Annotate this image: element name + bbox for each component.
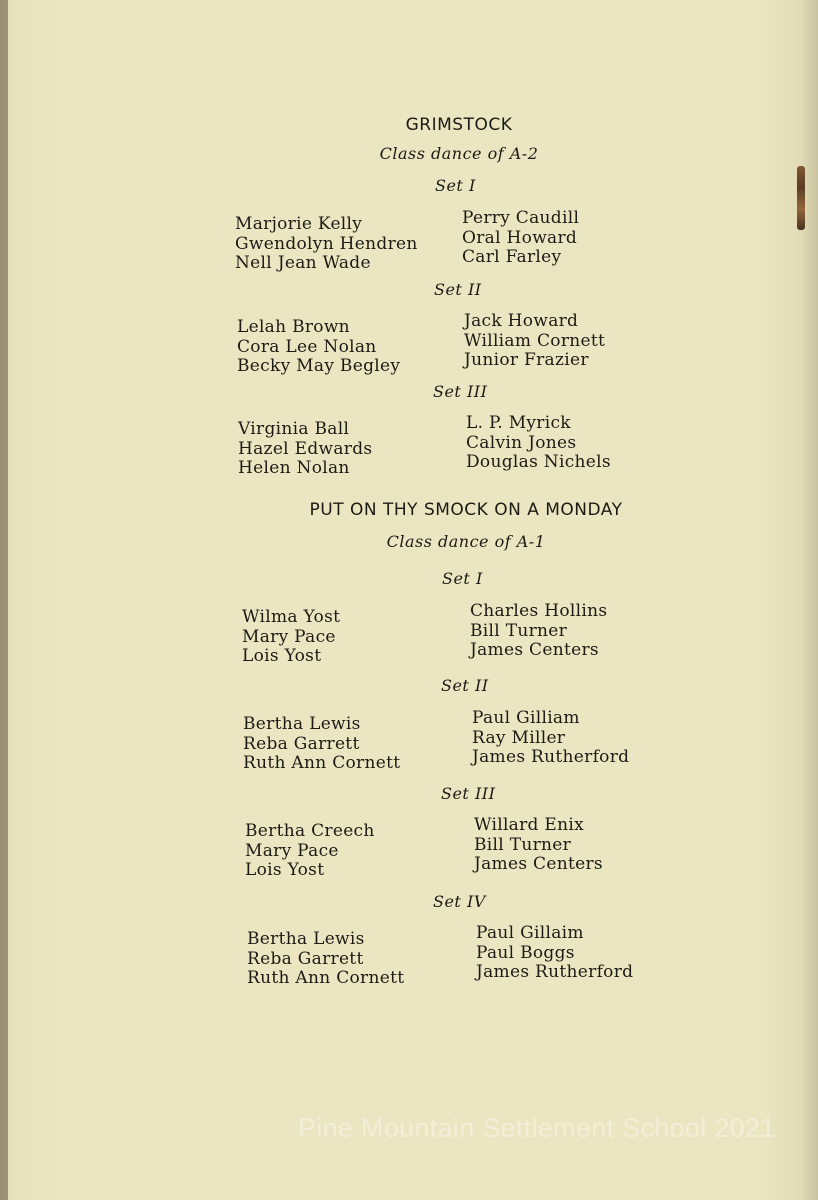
dancer-name: Marjorie Kelly — [235, 214, 363, 234]
dancer-name: Helen Nolan — [238, 458, 350, 478]
boys-list — [470, 602, 607, 661]
dancer-name: Junior Frazier — [464, 350, 589, 370]
girls-list — [247, 930, 404, 989]
set-label: Set III — [441, 784, 496, 803]
dance-title-grimstock: GRIMSTOCK — [405, 115, 513, 135]
dancer-name: William Cornett — [464, 330, 606, 351]
dancer-name: Reba Garrett — [243, 733, 360, 754]
dancer-name: Lelah Brown — [237, 317, 350, 337]
dancer-name: Wilma Yost — [242, 607, 341, 627]
girls-list — [245, 822, 375, 881]
dancer-name: Willard Enix — [474, 815, 585, 835]
girls-list — [237, 318, 400, 377]
boys-list — [474, 816, 603, 875]
boys-list — [462, 209, 579, 268]
dancer-name: Ruth Ann Cornett — [243, 753, 401, 773]
boys-list — [476, 924, 633, 983]
dancer-name: Oral Howard — [462, 227, 578, 248]
dancer-name: Ruth Ann Cornett — [247, 968, 405, 988]
dancer-name: Paul Gilliam — [472, 708, 580, 728]
dancer-name: Nell Jean Wade — [235, 253, 371, 273]
set-label: Set II — [441, 676, 489, 695]
dancer-name: Jack Howard — [464, 311, 579, 331]
dancer-name: James Centers — [470, 640, 599, 660]
watermark-text: Pine Mountain Settlement School 2021 — [298, 1113, 776, 1143]
dancer-name: Bill Turner — [474, 834, 572, 855]
dancer-name: James Centers — [474, 854, 603, 874]
dancer-name: Lois Yost — [245, 860, 325, 880]
page-left-edge — [0, 0, 8, 1200]
boys-list — [464, 312, 605, 371]
dancer-name: Paul Gillaim — [476, 923, 584, 943]
dancer-name: Bertha Creech — [245, 821, 375, 841]
dancer-name: Calvin Jones — [466, 432, 577, 453]
dance-subtitle-smock: Class dance of A-1 — [386, 532, 546, 551]
girls-list — [238, 420, 372, 479]
boys-list — [466, 414, 611, 473]
dancer-name: Paul Boggs — [476, 942, 575, 963]
dancer-name: L. P. Myrick — [466, 413, 571, 433]
girls-list — [243, 715, 400, 774]
dance-subtitle-grimstock: Class dance of A-2 — [379, 144, 539, 163]
paper-tear-mark — [797, 166, 805, 230]
dancer-name: Mary Pace — [242, 626, 336, 647]
girls-list — [242, 608, 340, 667]
set-label: Set IV — [433, 892, 486, 911]
dancer-name: Becky May Begley — [237, 356, 401, 376]
dancer-name: Hazel Edwards — [238, 438, 373, 459]
dancer-name: Bertha Lewis — [247, 929, 365, 949]
boys-list — [472, 709, 629, 768]
set-label: Set I — [442, 569, 483, 588]
set-label: Set I — [435, 176, 476, 195]
girls-list — [235, 215, 418, 274]
dancer-name: Charles Hollins — [470, 601, 608, 621]
dancer-name: Bertha Lewis — [243, 714, 361, 734]
dancer-name: Douglas Nichels — [466, 452, 611, 472]
set-label: Set III — [433, 382, 488, 401]
dancer-name: Perry Caudill — [462, 208, 580, 228]
set-label: Set II — [434, 280, 482, 299]
dancer-name: James Rutherford — [476, 962, 634, 982]
dancer-name: Reba Garrett — [247, 948, 364, 969]
dancer-name: Ray Miller — [472, 727, 566, 748]
dancer-name: Carl Farley — [462, 247, 562, 267]
dancer-name: James Rutherford — [472, 747, 630, 767]
dance-title-smock: PUT ON THY SMOCK ON A MONDAY — [309, 500, 623, 520]
dancer-name: Bill Turner — [470, 620, 568, 641]
dancer-name: Gwendolyn Hendren — [235, 233, 418, 254]
dancer-name: Mary Pace — [245, 840, 339, 861]
dancer-name: Cora Lee Nolan — [237, 336, 377, 357]
dancer-name: Lois Yost — [242, 646, 322, 666]
dancer-name: Virginia Ball — [238, 419, 350, 439]
